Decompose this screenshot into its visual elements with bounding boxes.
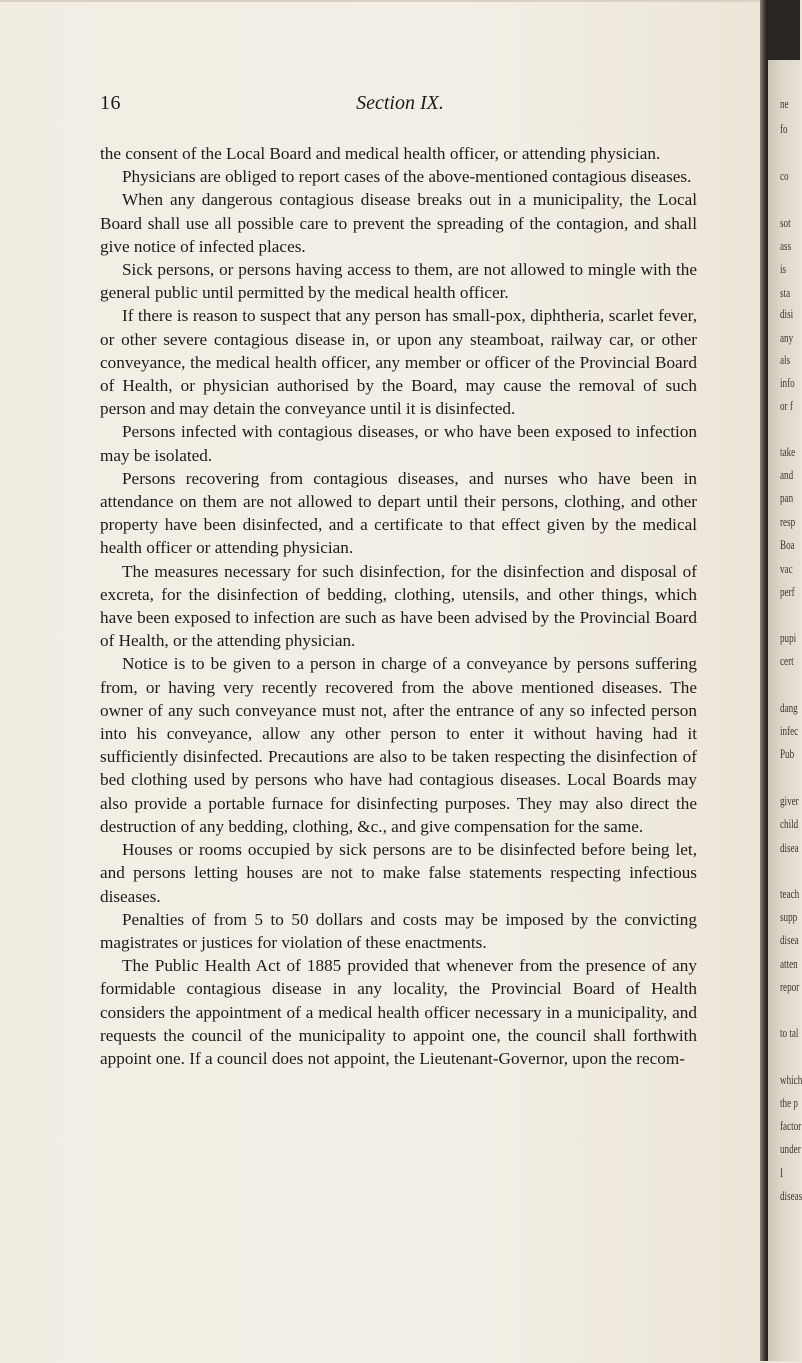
adjacent-page-fragment: child bbox=[780, 816, 799, 831]
adjacent-page-fragment: sot bbox=[780, 215, 791, 230]
adjacent-page-fragment: diseas bbox=[780, 1188, 802, 1203]
adjacent-page-fragment: disea bbox=[780, 840, 799, 855]
paragraph: Houses or rooms occupied by sick persons are to be disinfected before being let, and persons letting houses are not to make false statements respecting infectious diseases. bbox=[100, 840, 697, 906]
page-number: 16 bbox=[100, 92, 121, 114]
adjacent-page-fragment: to tal bbox=[780, 1025, 799, 1040]
page-header bbox=[0, 92, 762, 120]
adjacent-page-fragment: repor bbox=[780, 979, 800, 994]
paragraph: Penalties of from 5 to 50 dollars and costs may be imposed by the convicting magistrates or justices for violation of these enactments. bbox=[100, 909, 697, 952]
adjacent-page-fragment: infec bbox=[780, 723, 799, 738]
paragraph: Sick persons, or persons having access to them, are not allowed to mingle with the general public until permitted by the medical health officer. bbox=[100, 260, 697, 303]
paragraph: Persons infected with contagious diseases, or who have been exposed to infection may be isolated. bbox=[100, 422, 697, 465]
adjacent-page-fragment: resp bbox=[780, 514, 796, 529]
adjacent-page-fragment: disea bbox=[780, 932, 799, 947]
adjacent-page-fragment: or f bbox=[780, 398, 793, 413]
adjacent-page-fragment: pan bbox=[780, 490, 794, 505]
paragraph: The measures necessary for such disinfection, for the disinfection and disposal of excreta, for the disinfection of bedding, clothing, utensils, and other things, which have been exposed to infection are such as have been advised by the Provincial Board of Health, or the attending physician. bbox=[100, 561, 697, 651]
adjacent-page-fragment: fo bbox=[780, 121, 788, 136]
adjacent-page-fragment: cert bbox=[780, 653, 794, 668]
adjacent-page-fragment: dang bbox=[780, 700, 798, 715]
adjacent-page-fragment: pupi bbox=[780, 630, 797, 645]
adjacent-page-edge bbox=[768, 60, 800, 1361]
adjacent-page-fragment: atten bbox=[780, 956, 798, 971]
adjacent-page-fragment: info bbox=[780, 375, 795, 390]
adjacent-page-fragment: ass bbox=[780, 238, 792, 253]
adjacent-page-fragment: ne bbox=[780, 96, 789, 111]
adjacent-page-fragment: giver bbox=[780, 793, 799, 808]
book-gutter bbox=[760, 0, 768, 1361]
adjacent-page-fragment: sta bbox=[780, 285, 791, 300]
adjacent-page-fragment: and bbox=[780, 467, 794, 482]
adjacent-page-fragment: which bbox=[780, 1072, 802, 1087]
paragraph: The Public Health Act of 1885 provided that whenever from the presence of any formidable contagious disease in any locality, the Provincial Board of Health considers the appointment of a medical health officer necessary in a municipality, and requests the council of the municipality to appoint one, the council shall forthwith appoint one. If a council does not appoint, the Lieutenant-Governor, upon the recom- bbox=[100, 956, 697, 1068]
gutter-shadow bbox=[768, 0, 800, 60]
paragraph: If there is reason to suspect that any person has small-pox, diphtheria, scarlet fever, or other severe contagious disease in, or upon any steamboat, railway car, or other conveyance, the medical health officer, any member or officer of the Provincial Board of Health, or physician authorised by the Board, may cause the removal of such person and may detain the conveyance until it is disinfected. bbox=[100, 306, 697, 419]
adjacent-page-fragment: disi bbox=[780, 306, 794, 321]
adjacent-page-fragment: als bbox=[780, 352, 791, 367]
adjacent-page-fragment: vac bbox=[780, 561, 793, 576]
adjacent-page-fragment: is bbox=[780, 261, 787, 276]
adjacent-page-fragment: Boa bbox=[780, 537, 795, 552]
adjacent-page-fragment: co bbox=[780, 168, 789, 183]
running-title: Section IX. bbox=[356, 92, 444, 114]
paragraph: Persons recovering from contagious diseases, and nurses who have been in attendance on them are not allowed to depart until their persons, clothing, and other property have been disinfected, and a certificate to that effect given by the medical health officer or attending physician. bbox=[100, 468, 697, 558]
adjacent-page-fragment: under bbox=[780, 1141, 801, 1156]
paragraph: Notice is to be given to a person in charge of a conveyance by persons suffering from, or having very recently recovered from the above mentioned diseases. The owner of any such conveyance must not, after the entrance of any so infected person into his conveyance, allow any other person to enter it without having had it sufficiently disinfected. Precautions are also to be taken respecting the disinfection of bed clothing used by persons who have had contagious diseases. Local Boards may also provide a portable furnace for disinfecting purposes. They may also direct the destruction of any bedding, clothing, &c., and give compensation for the same. bbox=[100, 654, 697, 836]
adjacent-page-fragment: take bbox=[780, 444, 796, 459]
paragraph: Physicians are obliged to report cases of the above-mentioned contagious diseases. bbox=[122, 167, 692, 187]
adjacent-page-fragment: perf bbox=[780, 584, 795, 599]
adjacent-page-fragment: I bbox=[780, 1165, 784, 1180]
adjacent-page-fragment: any bbox=[780, 330, 794, 345]
paragraph: When any dangerous contagious disease breaks out in a municipality, the Local Board shall use all possible care to prevent the spreading of the contagion, and shall give notice of infected places. bbox=[100, 190, 697, 256]
adjacent-page-fragment: Pub bbox=[780, 746, 795, 761]
paragraph: the consent of the Local Board and medical health officer, or attending physician. bbox=[100, 144, 661, 163]
adjacent-page-fragment: teach bbox=[780, 886, 800, 901]
adjacent-page-fragment: factor bbox=[780, 1118, 802, 1133]
body-text bbox=[100, 142, 697, 1070]
adjacent-page-fragment: the p bbox=[780, 1095, 798, 1110]
adjacent-page-fragment: supp bbox=[780, 909, 798, 924]
